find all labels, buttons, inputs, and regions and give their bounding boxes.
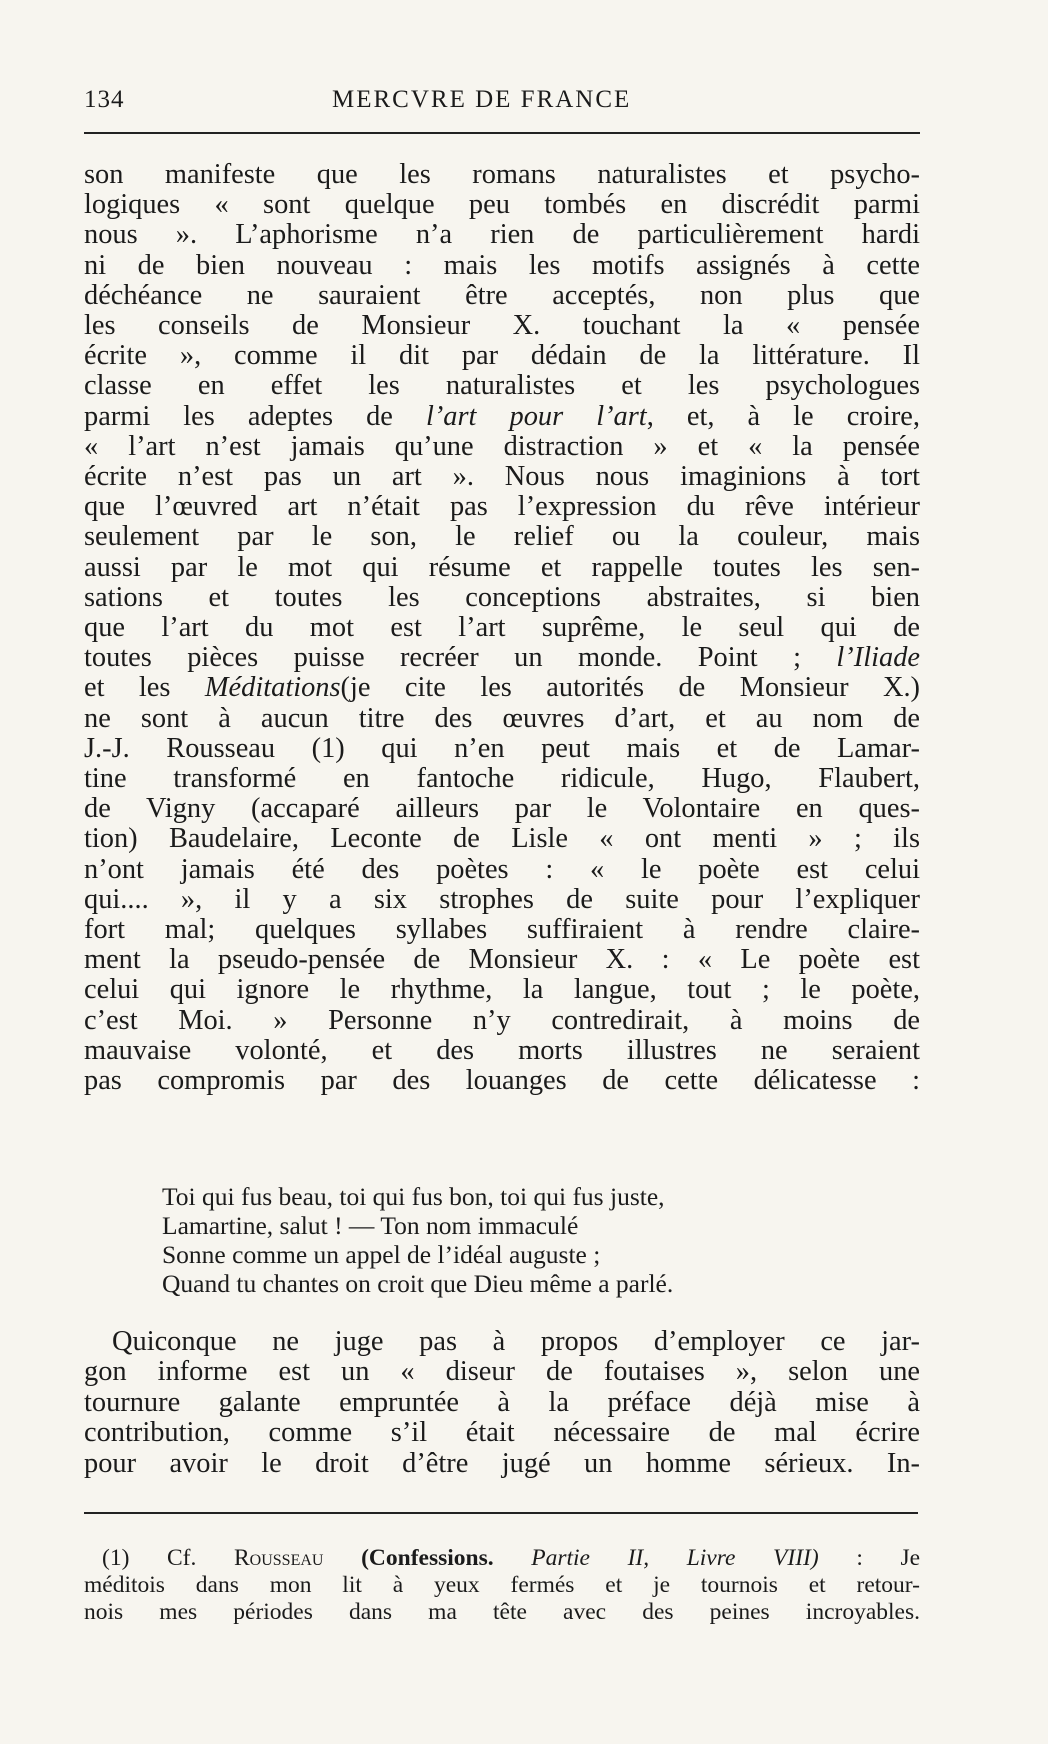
text-line: son manifeste que les romans naturalistes et psycho- bbox=[84, 159, 920, 190]
verse-line: Toi qui fus beau, toi qui fus bon, toi qui fus juste, bbox=[162, 1182, 665, 1211]
text-line: tournure galante empruntée à la préface déjà mise à bbox=[84, 1386, 920, 1418]
text-line: les conseils de Monsieur X. touchant la « pensée bbox=[84, 310, 920, 342]
text-line: n’ont jamais été des poètes : « le poète est celui bbox=[84, 853, 920, 885]
footnote-work: (Confessions. bbox=[361, 1545, 494, 1571]
second-paragraph bbox=[84, 1327, 920, 1479]
text-segment: parmi les adeptes de bbox=[84, 400, 393, 432]
text-line: J.-J. Rousseau (1) qui n’en peut mais et de Lamar- bbox=[84, 732, 920, 764]
footnote-marker: (1) Cf. bbox=[102, 1545, 197, 1571]
text-line: gon informe est un « diseur de foutaises », selon une bbox=[84, 1356, 920, 1388]
italic-title: Méditations bbox=[204, 672, 341, 704]
text-line: pas compromis par des louanges de cette délicatesse : bbox=[84, 1065, 920, 1097]
text-line: Quiconque ne juge pas à propos d’employer ce jar- bbox=[112, 1326, 920, 1357]
footnote-part: Partie II, Livre VIII) bbox=[531, 1545, 819, 1571]
text-segment: (je cite les autorités de Monsieur X.) bbox=[340, 672, 921, 704]
verse-quotation bbox=[162, 1182, 882, 1298]
text-segment: toutes pièces puisse recréer un monde. Point ; bbox=[84, 642, 801, 674]
text-line: nous ». L’aphorisme n’a rien de particulièrement hardi bbox=[84, 219, 920, 251]
text-line: logiques « sont quelque peu tombés en discrédit parmi bbox=[84, 189, 920, 221]
page-number: 134 bbox=[84, 86, 125, 113]
text-line: seulement par le son, le relief ou la couleur, mais bbox=[84, 521, 920, 553]
footnote-text: : Je bbox=[856, 1545, 921, 1571]
text-line: « l’art n’est jamais qu’une distraction » et « la pensée bbox=[84, 430, 920, 462]
journal-title: MERCVRE DE FRANCE bbox=[332, 86, 632, 113]
text-line bbox=[84, 673, 920, 703]
text-line: que l’œuvred art n’était pas l’expression du rêve intérieur bbox=[84, 491, 920, 523]
footnote bbox=[84, 1545, 920, 1626]
footnote-rule bbox=[84, 1512, 918, 1514]
text-line: ment la pseudo-pensée de Monsieur X. : « Le poète est bbox=[84, 944, 920, 976]
text-segment: , et, à le croire, bbox=[646, 400, 921, 432]
text-line: celui qui ignore le rhythme, la langue, tout ; le poète, bbox=[84, 974, 920, 1006]
italic-title: l’Iliade bbox=[836, 642, 920, 674]
verse-line: Lamartine, salut ! — Ton nom immaculé bbox=[162, 1211, 579, 1240]
footnote-line: méditois dans mon lit à yeux fermés et je tournois et retour- bbox=[84, 1572, 920, 1598]
verse-line: Sonne comme un appel de l’idéal auguste ; bbox=[162, 1240, 601, 1269]
text-line: mauvaise volonté, et des morts illustres ne seraient bbox=[84, 1034, 920, 1066]
text-line: pour avoir le droit d’être jugé un homme sérieux. In- bbox=[84, 1447, 920, 1479]
text-line: fort mal; quelques syllabes suffiraient à rendre claire- bbox=[84, 914, 920, 946]
text-line: écrite », comme il dit par dédain de la littérature. Il bbox=[84, 340, 920, 372]
footnote-line bbox=[84, 1545, 920, 1572]
italic-phrase: l’art pour l’art bbox=[425, 400, 647, 432]
text-line: aussi par le mot qui résume et rappelle toutes les sen- bbox=[84, 551, 920, 583]
text-line: tion) Baudelaire, Leconte de Lisle « ont menti » ; ils bbox=[84, 823, 920, 855]
text-line bbox=[84, 643, 920, 673]
verse-line: Quand tu chantes on croit que Dieu même a parlé. bbox=[162, 1269, 674, 1298]
main-paragraph bbox=[84, 160, 920, 1096]
text-segment: et les bbox=[84, 672, 171, 704]
footnote-author: Rousseau bbox=[234, 1545, 324, 1571]
text-line: de Vigny (accaparé ailleurs par le Volontaire en ques- bbox=[84, 793, 920, 825]
text-line: ni de bien nouveau : mais les motifs assignés à cette bbox=[84, 249, 920, 281]
text-line: que l’art du mot est l’art suprême, le seul qui de bbox=[84, 612, 920, 644]
text-line: c’est Moi. » Personne n’y contredirait, à moins de bbox=[84, 1004, 920, 1036]
text-line bbox=[84, 402, 920, 432]
text-line: qui.... », il y a six strophes de suite pour l’expliquer bbox=[84, 883, 920, 915]
text-line: classe en effet les naturalistes et les psychologues bbox=[84, 370, 920, 402]
text-line: tine transformé en fantoche ridicule, Hugo, Flaubert, bbox=[84, 763, 920, 795]
text-line: ne sont à aucun titre des œuvres d’art, et au nom de bbox=[84, 702, 920, 734]
footnote-line: nois mes périodes dans ma tête avec des peines incroyables. bbox=[84, 1599, 920, 1625]
text-line: sations et toutes les conceptions abstraites, si bien bbox=[84, 581, 920, 613]
running-head bbox=[84, 82, 914, 122]
header-rule bbox=[84, 132, 920, 134]
text-line: écrite n’est pas un art ». Nous nous imaginions à tort bbox=[84, 461, 920, 493]
text-line: contribution, comme s’il était nécessaire de mal écrire bbox=[84, 1417, 920, 1449]
text-line: déchéance ne sauraient être acceptés, non plus que bbox=[84, 279, 920, 311]
